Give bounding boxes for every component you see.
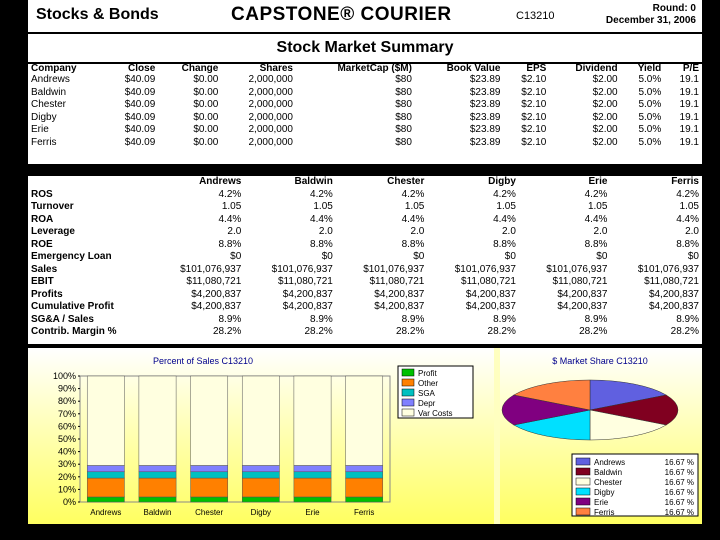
- x-tick-label: Erie: [305, 508, 320, 517]
- row-label: ROE: [31, 238, 53, 250]
- legend-label: Profit: [418, 369, 437, 378]
- table-cell: 2,000,000: [248, 136, 293, 148]
- table-row: [28, 201, 702, 214]
- bar-segment: [87, 472, 124, 478]
- table-cell: 4.4%: [218, 213, 242, 225]
- table-cell: $4,200,837: [465, 288, 516, 300]
- table-cell: $11,080,721: [552, 276, 608, 287]
- legend-label: Baldwin: [594, 468, 623, 477]
- table-row: [28, 251, 702, 264]
- bar-segment: [242, 465, 279, 471]
- x-tick-label: Digby: [250, 508, 272, 517]
- bar-segment: [139, 472, 176, 478]
- table-row: [28, 264, 702, 277]
- table-cell: 4.4%: [676, 213, 699, 225]
- row-label: Cumulative Profit: [31, 301, 114, 312]
- y-tick-label: 30%: [57, 459, 76, 470]
- bar-segment: [242, 478, 279, 497]
- legend-swatch: [576, 488, 590, 495]
- table-cell: $2.10: [521, 74, 547, 85]
- table-cell: 5.0%: [638, 86, 662, 98]
- legend: [398, 366, 473, 418]
- table-cell: $11,080,721: [277, 276, 333, 287]
- table-cell: $2.10: [521, 86, 547, 98]
- table-row: [28, 74, 702, 87]
- row-label: Turnover: [31, 201, 74, 212]
- legend-swatch: [402, 399, 414, 406]
- table-cell: 2.0: [501, 226, 516, 237]
- table-cell: 8.8%: [310, 238, 333, 250]
- table-cell: 19.1: [679, 124, 699, 135]
- legend-label: Depr: [418, 399, 436, 408]
- row-label: Contrib. Margin %: [31, 326, 117, 337]
- table-cell: 19.1: [679, 136, 699, 148]
- table-cell: $2.10: [521, 124, 547, 135]
- bar-segment: [294, 478, 331, 497]
- table-cell: 19.1: [679, 99, 699, 110]
- round-label: Round: 0: [652, 3, 696, 14]
- table-row: [28, 189, 702, 202]
- legend-label: SGA: [418, 389, 435, 398]
- bar-segment: [346, 478, 383, 497]
- table-cell: $40.09: [124, 111, 156, 123]
- table-cell: 28.2%: [487, 326, 516, 337]
- column-header: Yield: [637, 63, 662, 74]
- table-cell: 1.05: [679, 201, 699, 212]
- report-header: [28, 0, 702, 34]
- table-cell: 2.0: [318, 226, 333, 237]
- table-cell: $101,076,937: [363, 263, 425, 275]
- table-cell: $2.00: [592, 136, 618, 148]
- table-row: [28, 276, 702, 289]
- table-cell: 4.4%: [310, 213, 333, 225]
- table-cell: $2.00: [592, 74, 618, 85]
- table-cell: $0.00: [193, 74, 219, 85]
- bar-segment: [87, 497, 124, 502]
- table-cell: 28.2%: [579, 326, 608, 337]
- bar-segment: [191, 472, 228, 478]
- legend-swatch: [576, 468, 590, 475]
- table-cell: $80: [395, 111, 412, 123]
- table-row: [28, 289, 702, 302]
- table-cell: 8.9%: [310, 313, 333, 325]
- table-cell: $4,200,837: [282, 288, 333, 300]
- table-cell: $4,200,837: [557, 301, 608, 312]
- table-cell: 5.0%: [638, 124, 662, 135]
- table-cell: $80: [395, 124, 412, 135]
- table-row: [28, 112, 702, 125]
- bar-segment: [242, 376, 279, 465]
- column-header: Shares: [259, 63, 293, 74]
- table-cell: $23.89: [469, 86, 501, 98]
- y-tick-label: 40%: [57, 446, 76, 457]
- table-cell: $0: [687, 251, 699, 262]
- table-row: [28, 226, 702, 239]
- table-cell: 4.2%: [584, 188, 608, 200]
- table-cell: $2.10: [521, 136, 547, 148]
- y-tick-label: 50%: [57, 434, 76, 444]
- x-tick-label: Chester: [195, 508, 224, 517]
- table-cell: 8.9%: [493, 313, 516, 325]
- x-tick-label: Ferris: [353, 508, 375, 517]
- bar-segment: [139, 497, 176, 502]
- table-cell: 2.0: [685, 226, 699, 237]
- column-header: Change: [181, 63, 219, 74]
- legend-swatch: [402, 379, 414, 386]
- column-header: Erie: [588, 176, 608, 187]
- bar-segment: [346, 376, 383, 465]
- table-cell: 2.0: [410, 226, 425, 237]
- bar-segment: [191, 497, 228, 502]
- y-tick-label: 80%: [57, 396, 76, 407]
- report-code: C13210: [516, 10, 555, 22]
- row-label: Sales: [31, 263, 58, 275]
- row-label: SG&A / Sales: [31, 313, 94, 325]
- column-header: Book Value: [446, 63, 501, 74]
- table-cell: 8.9%: [584, 313, 608, 325]
- table-cell: $0.00: [193, 136, 219, 148]
- bar-segment: [242, 497, 279, 502]
- table-cell: $0: [413, 251, 425, 262]
- table-cell: Digby: [31, 111, 57, 123]
- table-cell: $0: [504, 251, 516, 262]
- date-label: December 31, 2006: [605, 15, 696, 26]
- table-cell: 1.05: [404, 201, 425, 212]
- legend-swatch: [402, 409, 414, 416]
- legend-swatch: [402, 369, 414, 376]
- table-cell: $4,200,837: [191, 288, 242, 300]
- table-cell: $0.00: [193, 86, 219, 98]
- table-cell: $0: [596, 251, 608, 262]
- table-cell: $80: [395, 86, 412, 98]
- table-row: [28, 214, 702, 227]
- chart-title: Percent of Sales C13210: [152, 356, 254, 366]
- table-row: [28, 99, 702, 112]
- charts-area: [28, 348, 702, 524]
- table-cell: 4.4%: [401, 213, 425, 225]
- legend-value: 16.67 %: [664, 478, 694, 487]
- column-header: Close: [128, 63, 156, 74]
- table-row: [28, 301, 702, 314]
- table-cell: $4,200,837: [191, 301, 242, 312]
- column-header: [28, 176, 153, 189]
- bar-segment: [191, 465, 228, 471]
- legend-value: 16.67 %: [664, 488, 694, 497]
- legend-value: 16.67 %: [664, 458, 694, 467]
- table-cell: $80: [395, 99, 412, 110]
- table-cell: $4,200,837: [557, 288, 608, 300]
- table-cell: 4.2%: [676, 188, 699, 200]
- table-cell: $2.00: [592, 124, 618, 135]
- table-cell: 5.0%: [638, 111, 662, 123]
- bar-segment: [139, 376, 176, 465]
- table-cell: $101,076,937: [546, 263, 608, 275]
- legend-swatch: [576, 458, 590, 465]
- x-tick-label: Andrews: [90, 508, 122, 517]
- table-cell: $0.00: [193, 111, 219, 123]
- table-cell: 1.05: [313, 201, 333, 212]
- table-cell: 5.0%: [638, 74, 662, 85]
- table-cell: $4,200,837: [465, 301, 516, 312]
- table-cell: $0: [321, 251, 333, 262]
- table-cell: 4.2%: [401, 188, 425, 200]
- table-cell: $101,076,937: [637, 263, 699, 275]
- table-cell: $40.09: [124, 74, 156, 85]
- table-cell: $11,080,721: [644, 276, 699, 287]
- column-header: Andrews: [199, 176, 242, 187]
- table-cell: $80: [395, 136, 412, 148]
- table-cell: 19.1: [679, 86, 699, 98]
- bar-segment: [139, 478, 176, 497]
- table-cell: Baldwin: [31, 86, 67, 98]
- table-cell: 8.8%: [493, 238, 516, 250]
- table-cell: 2,000,000: [248, 111, 293, 123]
- legend-label: Erie: [594, 498, 609, 507]
- table-cell: 2,000,000: [248, 99, 293, 110]
- y-tick-label: 20%: [57, 471, 76, 482]
- table-cell: $11,080,721: [369, 276, 425, 287]
- table-row: [28, 87, 702, 100]
- table-cell: $23.89: [469, 99, 501, 110]
- column-header: P/E: [682, 63, 699, 74]
- y-tick-label: 60%: [57, 421, 76, 432]
- table-cell: Ferris: [31, 136, 57, 148]
- bar-segment: [242, 472, 279, 478]
- legend-label: Var Costs: [418, 409, 453, 418]
- table-cell: 4.4%: [493, 213, 516, 225]
- table-cell: 8.9%: [218, 313, 242, 325]
- bar-segment: [294, 376, 331, 465]
- table-cell: $23.89: [469, 111, 501, 123]
- financial-metrics-table: [28, 176, 702, 344]
- y-tick-label: 0%: [62, 497, 76, 507]
- table-cell: $101,076,937: [271, 263, 333, 275]
- table-cell: $2.10: [521, 99, 547, 110]
- legend: [572, 454, 698, 517]
- bar-segment: [87, 465, 124, 471]
- table-cell: $23.89: [469, 74, 501, 85]
- legend-label: Andrews: [594, 458, 626, 467]
- section-title: Stocks & Bonds: [36, 6, 159, 23]
- column-header: MarketCap ($M): [337, 63, 412, 74]
- stock-market-table: [28, 64, 702, 164]
- bar-segment: [346, 472, 383, 478]
- bar-segment: [139, 465, 176, 471]
- table-row: [28, 239, 702, 252]
- table-cell: 28.2%: [670, 326, 699, 337]
- legend-swatch: [576, 508, 590, 515]
- table-cell: $0: [230, 251, 242, 262]
- table-cell: 5.0%: [638, 99, 662, 110]
- round-date: [606, 3, 696, 27]
- table-cell: Erie: [31, 124, 49, 135]
- table-cell: 8.8%: [401, 238, 425, 250]
- summary-title: Stock Market Summary: [28, 34, 702, 63]
- column-header: Digby: [488, 176, 516, 187]
- legend-swatch: [576, 498, 590, 505]
- table-cell: $0.00: [193, 99, 219, 110]
- table-cell: $4,200,837: [648, 301, 699, 312]
- legend-label: Digby: [594, 488, 615, 497]
- row-label: EBIT: [31, 276, 54, 287]
- table-cell: Andrews: [31, 74, 70, 85]
- table-cell: $4,200,837: [648, 288, 699, 300]
- chart-title: $ Market Share C13210: [552, 356, 648, 366]
- bar-segment: [294, 497, 331, 502]
- table-cell: $40.09: [124, 86, 156, 98]
- bar-segment: [294, 472, 331, 478]
- bar-segment: [87, 376, 124, 465]
- column-header: Baldwin: [294, 176, 333, 187]
- column-header: Chester: [387, 176, 425, 187]
- table-cell: 28.2%: [212, 326, 242, 337]
- bar-segment: [346, 497, 383, 502]
- table-cell: $23.89: [469, 124, 501, 135]
- bar-segment: [294, 465, 331, 471]
- bar-segment: [87, 478, 124, 497]
- row-label: ROA: [31, 213, 54, 225]
- row-label: Emergency Loan: [31, 251, 112, 262]
- y-tick-label: 100%: [52, 371, 76, 381]
- table-cell: 1.05: [587, 201, 608, 212]
- x-tick-label: Baldwin: [143, 508, 172, 517]
- table-cell: Chester: [31, 99, 67, 110]
- table-cell: $4,200,837: [374, 288, 425, 300]
- table-cell: 1.05: [496, 201, 516, 212]
- legend-swatch: [576, 478, 590, 485]
- y-tick-label: 70%: [57, 408, 76, 419]
- table-cell: $101,076,937: [180, 263, 242, 275]
- table-cell: 28.2%: [396, 326, 425, 337]
- table-row: [28, 137, 702, 150]
- percent-of-sales-chart: [28, 348, 494, 524]
- table-row: [28, 124, 702, 137]
- legend-label: Chester: [594, 478, 623, 487]
- table-cell: 2,000,000: [248, 74, 293, 85]
- table-cell: 2,000,000: [248, 124, 293, 135]
- table-cell: 4.2%: [493, 188, 516, 200]
- table-cell: 28.2%: [304, 326, 333, 337]
- bar-segment: [191, 376, 228, 465]
- table-row: [28, 314, 702, 327]
- plot-area: [80, 376, 390, 502]
- table-cell: 19.1: [679, 111, 699, 123]
- table-cell: $2.00: [592, 111, 618, 123]
- legend-label: Ferris: [594, 508, 615, 517]
- table-cell: $2.00: [592, 99, 618, 110]
- table-cell: $11,080,721: [461, 276, 516, 287]
- table-cell: $40.09: [124, 136, 156, 148]
- courier-title: CAPSTONE® COURIER: [231, 4, 452, 25]
- table-cell: $4,200,837: [374, 301, 425, 312]
- table-cell: $80: [395, 74, 412, 85]
- table-cell: $0.00: [193, 124, 219, 135]
- table-cell: 1.05: [221, 201, 242, 212]
- legend-value: 16.67 %: [664, 498, 694, 507]
- table-cell: 8.8%: [676, 238, 699, 250]
- market-share-chart: [500, 348, 702, 524]
- table-row: [28, 326, 702, 339]
- table-cell: $40.09: [124, 99, 156, 110]
- legend-value: 16.67 %: [664, 508, 694, 517]
- table-cell: 8.8%: [584, 238, 608, 250]
- table-cell: $23.89: [469, 136, 501, 148]
- table-cell: 5.0%: [638, 136, 662, 148]
- table-cell: 2.0: [593, 226, 608, 237]
- table-cell: $40.09: [124, 124, 156, 135]
- table-cell: 19.1: [679, 74, 699, 85]
- table-cell: 8.9%: [676, 313, 699, 325]
- table-cell: 4.4%: [584, 213, 608, 225]
- column-header: Ferris: [671, 176, 699, 187]
- column-header: Company: [31, 63, 77, 74]
- table-cell: 8.9%: [401, 313, 425, 325]
- table-cell: 2,000,000: [248, 86, 293, 98]
- table-cell: $2.10: [521, 111, 547, 123]
- table-cell: 4.2%: [310, 188, 333, 200]
- table-cell: $4,200,837: [282, 301, 333, 312]
- legend-label: Other: [418, 379, 439, 388]
- bar-segment: [191, 478, 228, 497]
- legend-value: 16.67 %: [664, 468, 694, 477]
- table-cell: 2.0: [227, 226, 242, 237]
- table-cell: $11,080,721: [186, 276, 242, 287]
- table-cell: $2.00: [592, 86, 618, 98]
- y-tick-label: 10%: [57, 484, 76, 495]
- row-label: Profits: [31, 288, 63, 300]
- y-tick-label: 90%: [57, 383, 76, 394]
- table-cell: $101,076,937: [454, 263, 516, 275]
- column-header: Dividend: [575, 63, 618, 74]
- table-cell: 8.8%: [218, 238, 242, 250]
- row-label: ROS: [31, 188, 53, 200]
- bar-segment: [346, 465, 383, 471]
- legend-swatch: [402, 389, 414, 396]
- column-header: EPS: [526, 63, 547, 74]
- table-cell: 4.2%: [218, 188, 242, 200]
- row-label: Leverage: [31, 226, 75, 237]
